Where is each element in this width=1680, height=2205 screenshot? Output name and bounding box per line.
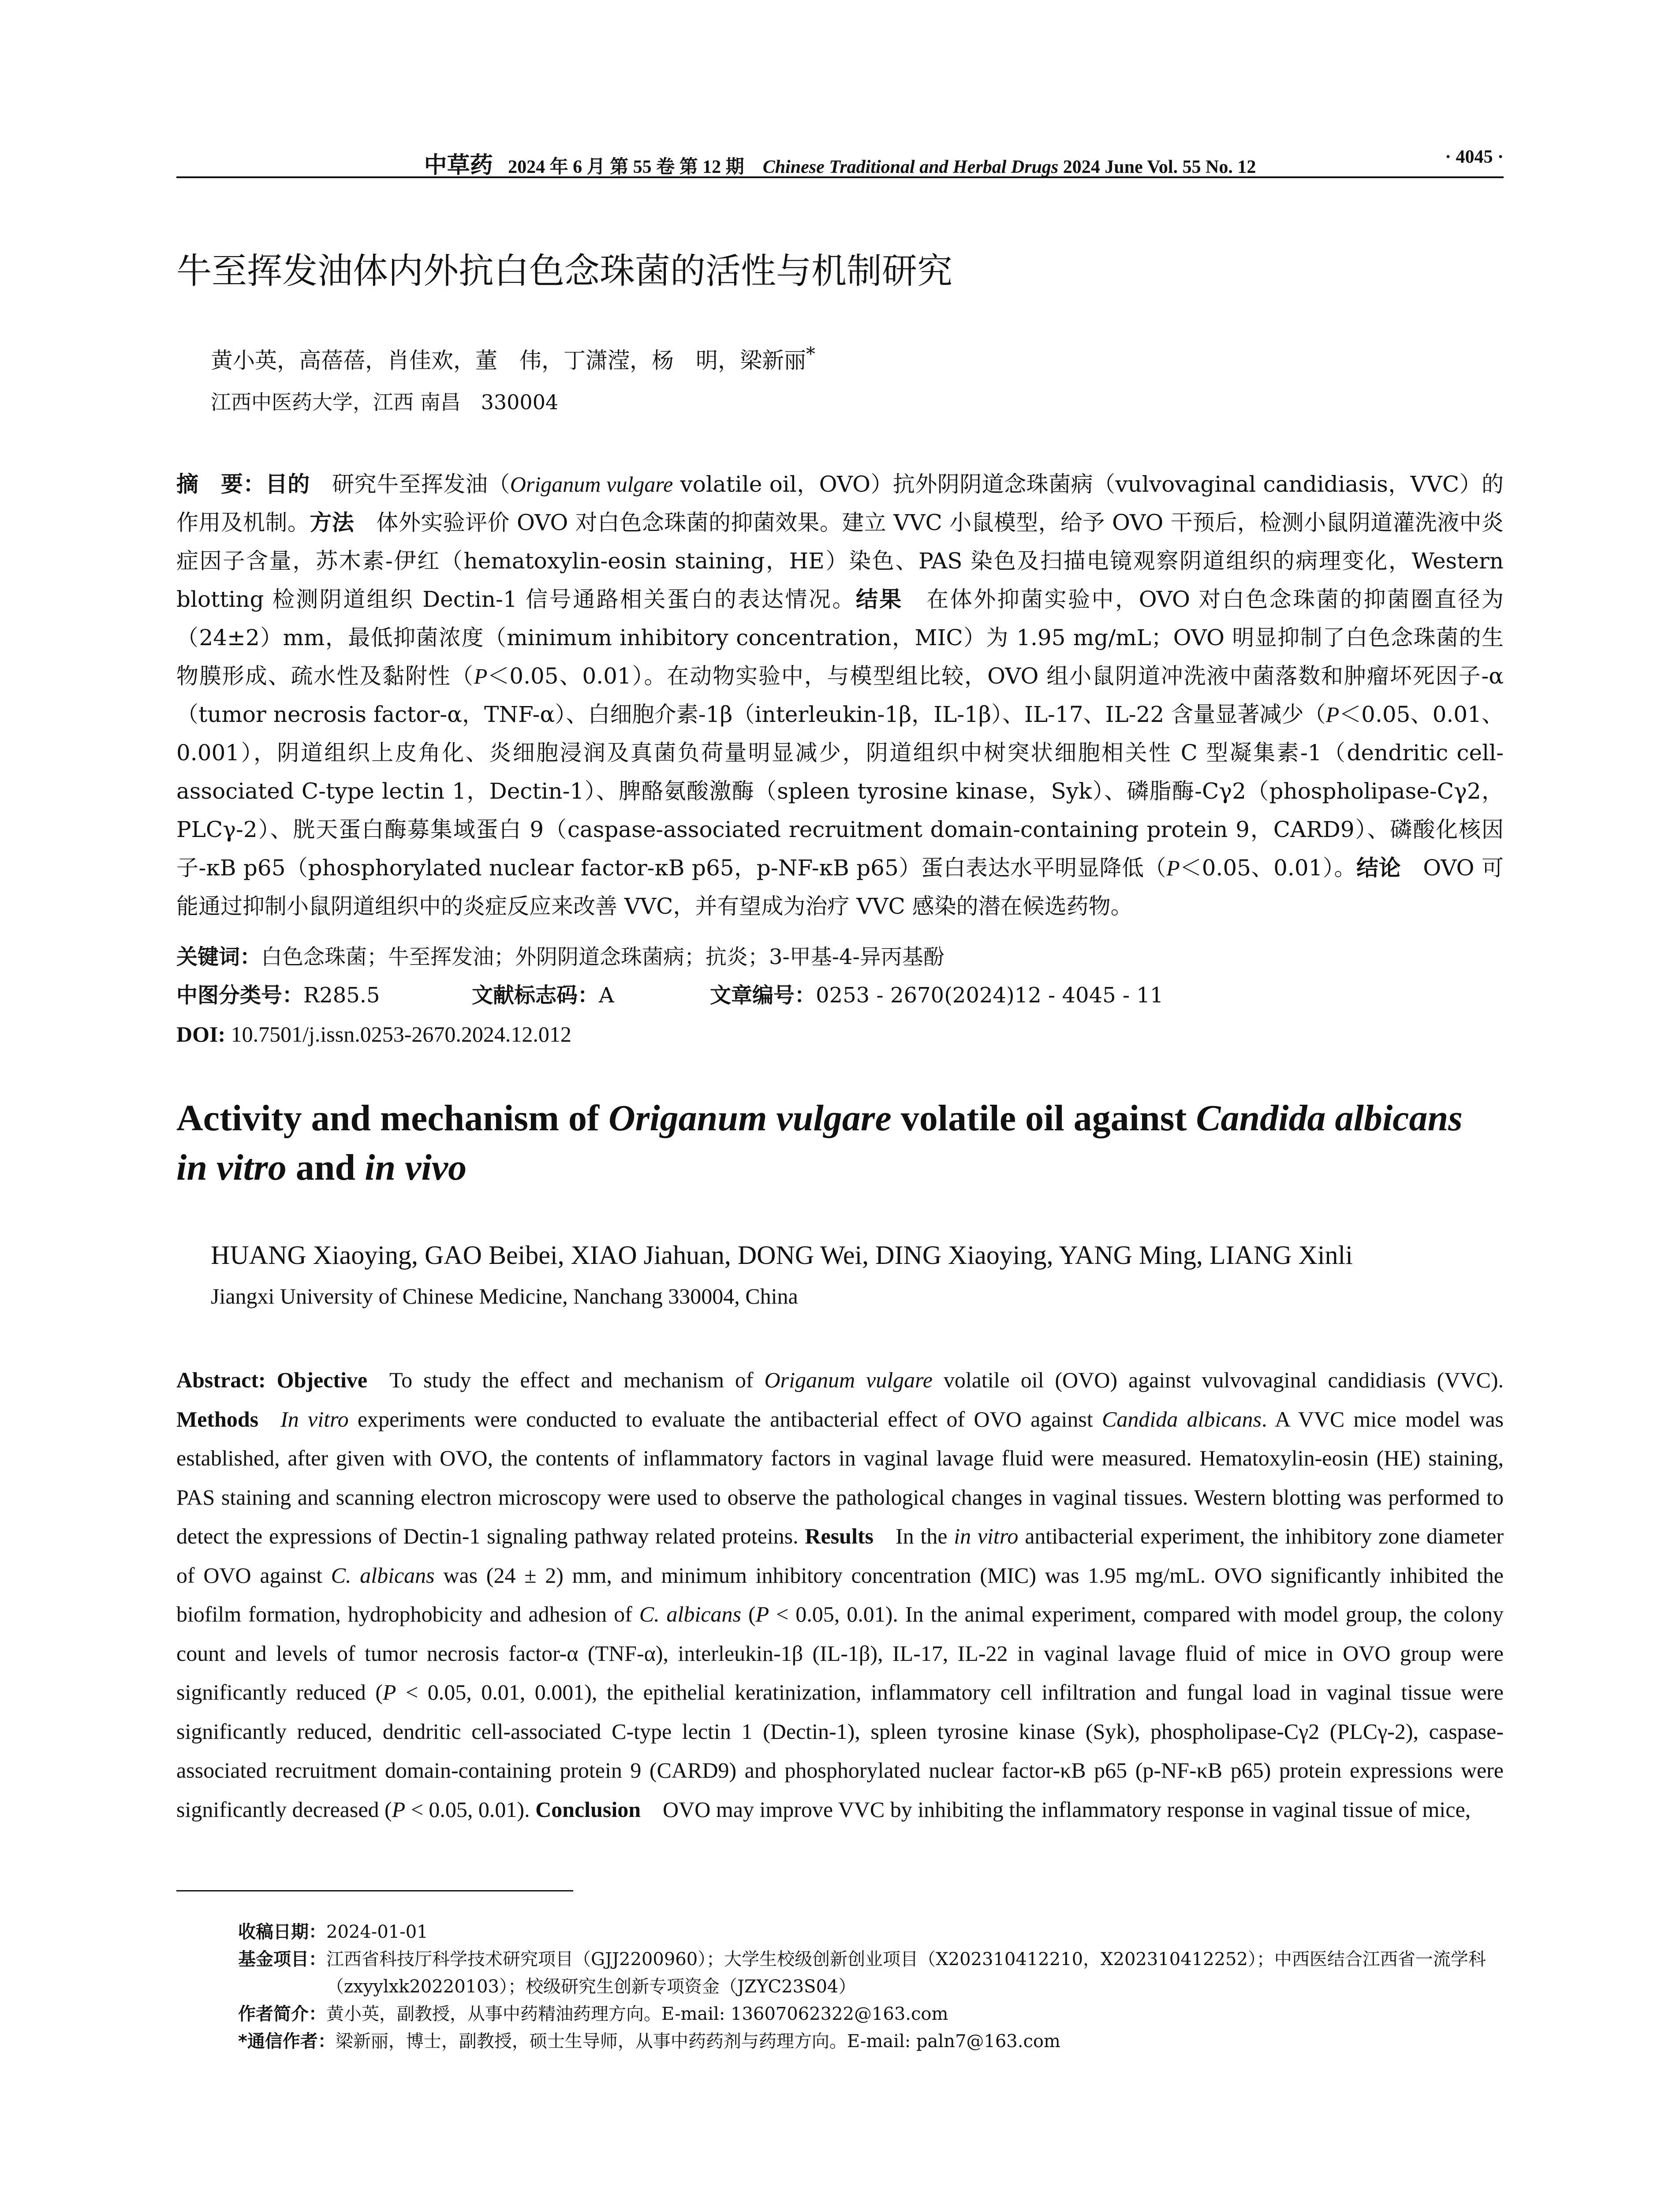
footnote-funding (238, 1946, 1504, 2000)
title-en-in-vivo: in vivo (365, 1147, 467, 1188)
methods-en-2: . A VVC mice model was established, after given with OVO, the contents of inflammatory factors in vaginal lavage fluid were measured. Hematoxylin-eosin (HE) staining, PAS staining and scanning electron microscopy were used to observe the pathological changes in vaginal tissues. Western blotting was performed to detect the expressions of Dectin-1 signaling pathway related proteins. (176, 1406, 1504, 1548)
title-en-part: Activity and mechanism of (176, 1098, 609, 1139)
doi-line (176, 1019, 571, 1050)
classification-line (176, 980, 1163, 1011)
abstract-en-label: Abstract: Objective (176, 1368, 368, 1392)
corresponding-mark: * (806, 343, 815, 365)
results-cn-2: ＜0.05、0.01）。在动物实验中，与模型组比较，OVO 组小鼠阴道冲洗液中菌落数和肿瘤坏死因子-α（tumor necrosis factor-α，TNF-α）、白细胞介素-1β（interleukin-1β，IL-1β）、IL-17、IL-22 含量显著减少（ (176, 663, 1504, 727)
page-number: · 4045 · (1445, 147, 1504, 167)
keywords-label: 关键词： (176, 945, 261, 969)
issue-en: 2024 June Vol. 55 No. 12 (1063, 157, 1256, 177)
title-en-part: and (286, 1147, 365, 1188)
doi-label: DOI: (176, 1022, 226, 1046)
objective-cn-2: volatile oil，OVO）抗外阴阴道念珠菌病（vulvovaginal candidiasis，VVC）的作用及机制。 (176, 471, 1504, 535)
results-en-1: In the (895, 1524, 954, 1548)
issue-cn: 2024 年 6 月 第 55 卷 第 12 期 (508, 157, 744, 177)
title-en-in-vitro: in vitro (176, 1147, 287, 1188)
header-rule (176, 176, 1504, 178)
running-header-center (176, 146, 1504, 179)
results-en-p3: P (392, 1797, 406, 1822)
footnotes (238, 1918, 1504, 2055)
conclusion-cn: OVO 可能通过抑制小鼠阴道组织中的炎症反应来改善 VVC，并有望成为治疗 VVC 感染的潜在候选药物。 (176, 855, 1504, 919)
results-label-en: Results (805, 1524, 874, 1548)
results-en-7: < 0.05, 0.01). (405, 1797, 530, 1822)
methods-label-cn: 方法 (310, 510, 355, 535)
results-en-calbicans-2: C. albicans (639, 1602, 741, 1626)
results-en-invitro: in vitro (954, 1524, 1019, 1548)
results-en-p1: P (755, 1602, 769, 1626)
author-list-cn (211, 339, 815, 376)
abstract-en (176, 1360, 1504, 1829)
article-number-label: 文章编号： (710, 983, 816, 1008)
results-en-4: ( (741, 1602, 756, 1626)
methods-en-1: experiments were conducted to evaluate the antibacterial effect of OVO against (348, 1406, 1102, 1431)
results-en-2: antibacterial experiment, the inhibitory zone diameter of OVO against (176, 1524, 1504, 1588)
footnote-label: 作者简介： (238, 2004, 326, 2024)
footnote-label: 收稿日期： (238, 1922, 326, 1942)
clc-value: R285.5 (303, 983, 380, 1008)
footnote-text: 2024-01-01 (326, 1922, 428, 1942)
journal-name-en: Chinese Traditional and Herbal Drugs (762, 157, 1059, 177)
results-cn-p1: P (474, 664, 488, 688)
methods-label-en: Methods (176, 1406, 259, 1431)
article-title-en (176, 1094, 1504, 1192)
running-header (176, 140, 1504, 176)
footnote-corresponding (238, 2028, 1504, 2055)
objective-cn-1: 研究牛至挥发油（ (332, 471, 510, 497)
methods-en-latin: Candida albicans (1102, 1406, 1262, 1431)
footnote-received (238, 1918, 1504, 1946)
results-en-3: was (24 ± 2) mm, and minimum inhibitory concentration (MIC) was 1.95 mg/mL. OVO significantly inhibited the biofilm formation, hydrophobicity and adhesion of (176, 1562, 1504, 1626)
results-cn-p2: P (1325, 702, 1340, 727)
results-label-cn: 结果 (855, 587, 903, 612)
abstract-cn-label: 摘 要： (176, 471, 265, 497)
conclusion-label-en: Conclusion (535, 1797, 641, 1822)
footnote-label: 基金项目： (238, 1949, 326, 1970)
clc-label: 中图分类号： (176, 983, 304, 1008)
conclusion-en: OVO may improve VVC by inhibiting the inflammatory response in vaginal tissue of mice, (663, 1797, 1471, 1822)
results-en-5: < 0.05, 0.01). In the animal experiment, compared with model group, the colony count and levels of tumor necrosis factor-α (TNF-α), interleukin-1β (IL-1β), IL-17, IL-22 in vaginal lavage fluid of mice in OVO group were significantly reduced ( (176, 1602, 1504, 1704)
affiliation-en: Jiangxi University of Chinese Medicine, Nanchang 330004, China (211, 1284, 798, 1308)
results-cn-3: ＜0.05、0.01、0.001），阴道组织上皮角化、炎细胞浸润及真菌负荷量明显减少，阴道组织中树突状细胞相关性 C 型凝集素-1（dendritic cell-associated C-type lectin 1，Dectin-1）、脾酪氨酸激酶（spleen tyrosine kinase，Syk）、磷脂酶-Cγ2（phospholipase-Cγ2，PLCγ-2）、胱天蛋白酶募集域蛋白 9（caspase-associated recruitment domain-containing protein 9，CARD9）、磷酸化核因子-κB p65（phosphorylated nuclear factor-κB p65，p-NF-κB p65）蛋白表达水平明显降低（ (176, 702, 1504, 881)
affiliation-cn: 江西中医药大学，江西 南昌 330004 (211, 390, 559, 414)
results-en-p2: P (382, 1680, 396, 1704)
title-en-part: volatile oil against (891, 1098, 1196, 1139)
doc-code-value: A (599, 983, 614, 1008)
authors-cn-names: 黄小英，高蓓蓓，肖佳欢，董 伟，丁潇滢，杨 明，梁新丽 (211, 348, 806, 374)
doi-value[interactable]: 10.7501/j.issn.0253-2670.2024.12.012 (231, 1022, 571, 1046)
keywords-text: 白色念珠菌；牛至挥发油；外阴阴道念珠菌病；抗炎；3-甲基-4-异丙基酚 (261, 945, 945, 969)
doc-code-label: 文献标志码： (472, 983, 599, 1008)
footnote-text: 江西省科技厅科学技术研究项目（GJJ2200960）；大学生校级创新创业项目（X202310412210，X202310412252）；中西医结合江西省一流学科（zxyylxk20220103）；校级研究生创新专项资金（JZYC23S04） (326, 1949, 1486, 1997)
results-en-6: < 0.05, 0.01, 0.001), the epithelial keratinization, inflammatory cell infiltration and fungal load in vaginal tissue were significantly reduced, dendritic cell-associated C-type lectin 1 (Dectin-1), spleen tyrosine kinase (Syk), phospholipase-Cγ2 (PLCγ-2), caspase-associated recruitment domain-containing protein 9 (CARD9) and phosphorylated nuclear factor-κB p65 (p-NF-κB p65) protein expressions were significantly decreased ( (176, 1680, 1504, 1822)
journal-name-cn: 中草药 (424, 153, 493, 178)
objective-cn-latin: Origanum vulgare (510, 472, 673, 497)
methods-en-invitro: In vitro (280, 1406, 349, 1431)
results-cn-1: 在体外抑菌实验中，OVO 对白色念珠菌的抑菌圈直径为（24±2）mm，最低抑菌浓度（minimum inhibitory concentration，MIC）为 1.95 mg/mL；OVO 明显抑制了白色念珠菌的生物膜形成、疏水性及黏附性（ (176, 587, 1504, 689)
footnote-author-bio (238, 2000, 1504, 2028)
title-en-latin-genus: Origanum vulgare (608, 1098, 892, 1139)
conclusion-label-cn: 结论 (1356, 855, 1401, 881)
keywords-cn (176, 942, 945, 972)
article-title-cn: 牛至挥发油体内外抗白色念珠菌的活性与机制研究 (176, 250, 952, 292)
results-cn-p3: P (1166, 856, 1180, 880)
results-en-calbicans-1: C. albicans (331, 1562, 435, 1588)
results-cn-4: ＜0.05、0.01）。 (1180, 855, 1357, 881)
objective-label-cn: 目的 (265, 471, 310, 497)
title-en-latin-species: Candida albicans (1196, 1098, 1463, 1139)
obj-en-2: volatile oil (OVO) against vulvovaginal candidiasis (VVC). (932, 1368, 1504, 1392)
obj-en-latin: Origanum vulgare (764, 1368, 933, 1392)
footnote-text: 黄小英，副教授，从事中药精油药理方向。E-mail: 13607062322@163.com (326, 2004, 948, 2024)
author-list-en: HUANG Xiaoying, GAO Beibei, XIAO Jiahuan, DONG Wei, DING Xiaoying, YANG Ming, LIANG Xinli (211, 1241, 1353, 1270)
footnote-text: 梁新丽，博士，副教授，硕士生导师，从事中药药剂与药理方向。E-mail: paln7@163.com (335, 2031, 1060, 2052)
article-number-value: 0253 - 2670(2024)12 - 4045 - 11 (816, 983, 1164, 1008)
footnote-label: *通信作者： (238, 2031, 336, 2052)
methods-cn: 体外实验评价 OVO 对白色念珠菌的抑菌效果。建立 VVC 小鼠模型，给予 OVO 干预后，检测小鼠阴道灌洗液中炎症因子含量，苏木素-伊红（hematoxylin-eosin staining，HE）染色、PAS 染色及扫描电镜观察阴道组织的病理变化，Western blotting 检测阴道组织 Dectin-1 信号通路相关蛋白的表达情况。 (176, 510, 1504, 612)
abstract-cn (176, 465, 1504, 926)
footnote-rule (176, 1890, 573, 1891)
obj-en-1: To study the effect and mechanism of (389, 1368, 765, 1392)
